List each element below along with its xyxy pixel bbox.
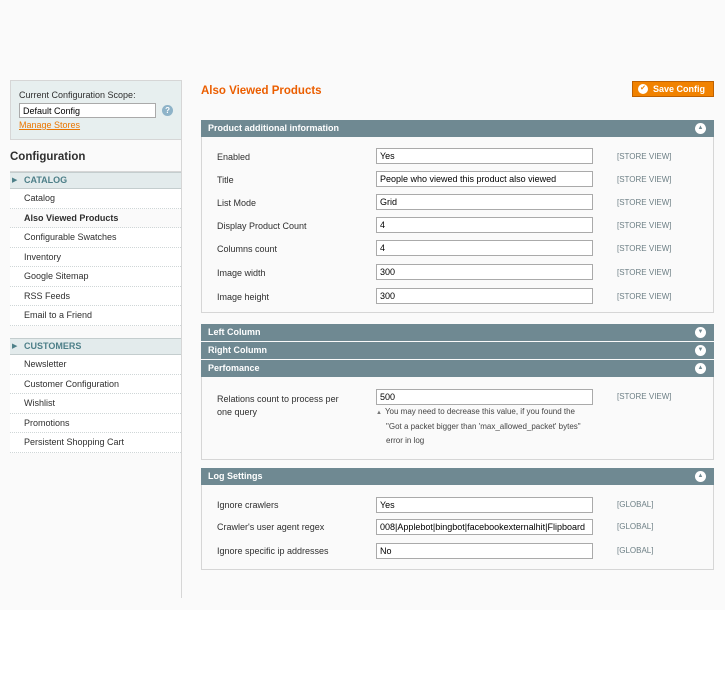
fieldset-title: Right Column: [208, 345, 267, 355]
expand-icon[interactable]: ▼: [695, 327, 706, 338]
label-line: Relations count to process per: [217, 394, 339, 404]
sidebar-item-rss-feeds[interactable]: RSS Feeds: [10, 287, 181, 307]
field-label: Enabled: [217, 152, 251, 162]
page-title: Also Viewed Products: [201, 85, 322, 97]
sidebar-item-persistent-shopping-cart[interactable]: Persistent Shopping Cart: [10, 433, 181, 453]
sidebar-item-inventory[interactable]: Inventory: [10, 248, 181, 268]
expand-arrow-icon: ▶: [12, 177, 18, 184]
section-title: CUSTOMERS: [24, 341, 82, 351]
scope-tag: [GLOBAL]: [617, 546, 654, 555]
scope-tag: [STORE VIEW]: [617, 198, 672, 207]
checkmark-icon: ✔: [638, 84, 648, 94]
sidebar-item-email-to-a-friend[interactable]: Email to a Friend: [10, 306, 181, 326]
scope-tag: [STORE VIEW]: [617, 268, 672, 277]
field-label: Image height: [217, 292, 270, 302]
sidebar-item-newsletter[interactable]: Newsletter: [10, 355, 181, 375]
fieldset-header-right-column[interactable]: [201, 342, 714, 359]
display-product-count-input[interactable]: 4: [376, 217, 593, 233]
image-width-input[interactable]: 300: [376, 264, 593, 280]
collapse-icon[interactable]: ▲: [695, 471, 706, 482]
sidebar: [10, 80, 182, 598]
fieldset-title: Perfomance: [208, 363, 260, 373]
scope-select[interactable]: Default Config: [19, 103, 156, 118]
field-label: List Mode: [217, 198, 257, 208]
scope-tag: [GLOBAL]: [617, 522, 654, 531]
scope-tag: [STORE VIEW]: [617, 221, 672, 230]
scope-tag: [STORE VIEW]: [617, 292, 672, 301]
collapse-icon[interactable]: ▲: [695, 363, 706, 374]
fieldset-header-performance[interactable]: [201, 360, 714, 377]
fieldset-header-product-info[interactable]: [201, 120, 714, 137]
scope-tag: [GLOBAL]: [617, 500, 654, 509]
section-title: CATALOG: [24, 175, 68, 185]
note-arrow-icon: ▲: [376, 410, 382, 416]
sidebar-item-wishlist[interactable]: Wishlist: [10, 394, 181, 414]
field-label: Ignore specific ip addresses: [217, 546, 329, 556]
field-label: Title: [217, 175, 234, 185]
sidebar-item-configurable-swatches[interactable]: Configurable Swatches: [10, 228, 181, 248]
fieldset-title: Product additional information: [208, 123, 339, 133]
list-mode-select[interactable]: Grid: [376, 194, 593, 210]
sidebar-item-promotions[interactable]: Promotions: [10, 414, 181, 434]
help-icon[interactable]: ?: [162, 105, 173, 116]
sidebar-item-catalog[interactable]: Catalog: [10, 189, 181, 209]
section-customers[interactable]: [10, 338, 181, 355]
field-label: Ignore crawlers: [217, 500, 279, 510]
columns-count-input[interactable]: 4: [376, 240, 593, 256]
collapse-icon[interactable]: ▲: [695, 123, 706, 134]
fieldset-header-left-column[interactable]: [201, 324, 714, 341]
ignore-crawlers-select[interactable]: Yes: [376, 497, 593, 513]
fieldset-header-log-settings[interactable]: [201, 468, 714, 485]
scope-tag: [STORE VIEW]: [617, 392, 672, 401]
scope-tag: [STORE VIEW]: [617, 152, 672, 161]
manage-stores-link[interactable]: Manage Stores: [19, 120, 81, 130]
configuration-title: Configuration: [10, 148, 182, 172]
crawler-regex-input[interactable]: 008|Applebot|bingbot|facebookexternalhit|Flipboard: [376, 519, 593, 535]
note-line: You may need to decrease this value, if you found the: [384, 407, 576, 416]
field-label: Columns count: [217, 244, 278, 254]
field-label: Crawler's user agent regex: [217, 522, 325, 532]
field-label: Display Product Count: [217, 221, 307, 231]
sidebar-item-google-sitemap[interactable]: Google Sitemap: [10, 267, 181, 287]
field-label: Image width: [217, 268, 266, 278]
expand-arrow-icon: ▶: [12, 343, 18, 350]
note-line: "Got a packet bigger than 'max_allowed_packet' bytes": [386, 422, 581, 431]
field-note: [376, 405, 606, 448]
scope-switcher: [10, 80, 181, 140]
title-input[interactable]: People who viewed this product also viewed: [376, 171, 593, 187]
image-height-input[interactable]: 300: [376, 288, 593, 304]
label-line: one query: [217, 407, 258, 417]
section-catalog[interactable]: [10, 172, 181, 189]
save-config-label: Save Config: [653, 84, 706, 94]
fieldset-title: Left Column: [208, 327, 261, 337]
fieldset-title: Log Settings: [208, 471, 263, 481]
sidebar-item-customer-configuration[interactable]: Customer Configuration: [10, 375, 181, 395]
save-config-button[interactable]: [632, 81, 714, 97]
page-footer-area: [0, 610, 725, 680]
enabled-select[interactable]: Yes: [376, 148, 593, 164]
scope-tag: [STORE VIEW]: [617, 175, 672, 184]
expand-icon[interactable]: ▼: [695, 345, 706, 356]
relations-count-input[interactable]: 500: [376, 389, 593, 405]
note-line: error in log: [386, 436, 425, 445]
scope-tag: [STORE VIEW]: [617, 244, 672, 253]
scope-label: Current Configuration Scope:: [19, 90, 136, 100]
sidebar-item-also-viewed-products[interactable]: Also Viewed Products: [10, 209, 181, 229]
ignore-ip-input[interactable]: No: [376, 543, 593, 559]
field-label-relations-count: [217, 393, 339, 419]
